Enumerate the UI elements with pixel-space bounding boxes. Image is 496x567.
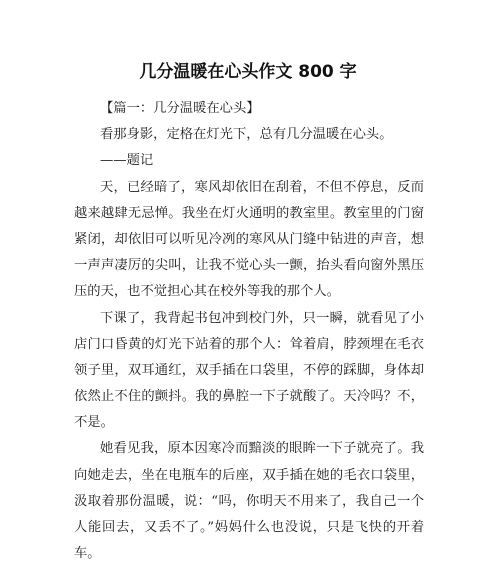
text-line: 越来越肆无忌惮。我坐在灯火通明的教室里。教室里的门窗	[74, 205, 424, 221]
text-line: 车。	[74, 546, 101, 562]
text-line: 向她走去，坐在电瓶车的后座，双手插在她的毛衣口袋里，	[74, 467, 424, 483]
text-line: 汲取着那份温暖，说：“吗，你明天不用来了，我自己一个	[74, 493, 424, 509]
text-line: 不是。	[74, 415, 114, 431]
text-line: 下课了，我背起书包冲到校门外，只一瞬，就看见了小	[100, 310, 424, 326]
text-line: 紧闭，却依旧可以听见冷冽的寒风从门缝中钻进的声音，想	[74, 231, 424, 247]
text-line: 领子里，双耳通红，双手插在口袋里，不停的踩脚，身体却	[74, 362, 424, 378]
text-line: 人能回去，又丢不了。”妈妈什么也没说，只是飞快的开着	[74, 520, 424, 535]
text-line: 她看见我，原本因寒冷而黯淡的眼眸一下子就亮了。我	[100, 441, 424, 457]
text-line: 看那身影，定格在灯光下，总有几分温暖在心头。	[100, 127, 393, 143]
text-line: 依然止不住的颤抖。我的鼻腔一下子就酸了。天冷吗？不，	[74, 389, 424, 405]
text-line: 店门口昏黄的灯光下站着的那个人：耸着肩，脖颈埋在毛衣	[74, 336, 424, 352]
document-title: 几分温暖在心头作文 800 字	[139, 62, 357, 82]
text-line: 天，已经暗了，寒风却依旧在刮着，不但不停息，反而	[100, 179, 424, 195]
text-line: 一声声凄厉的尖叫，让我不觉心头一颤，抬头看向窗外黑压	[74, 258, 424, 274]
document-body	[74, 96, 424, 567]
text-line: ——题记	[100, 153, 154, 169]
text-line: 【篇一：几分温暖在心头】	[100, 101, 260, 116]
text-line: 压的天，也不觉担心其在校外等我的那个人。	[74, 284, 340, 300]
